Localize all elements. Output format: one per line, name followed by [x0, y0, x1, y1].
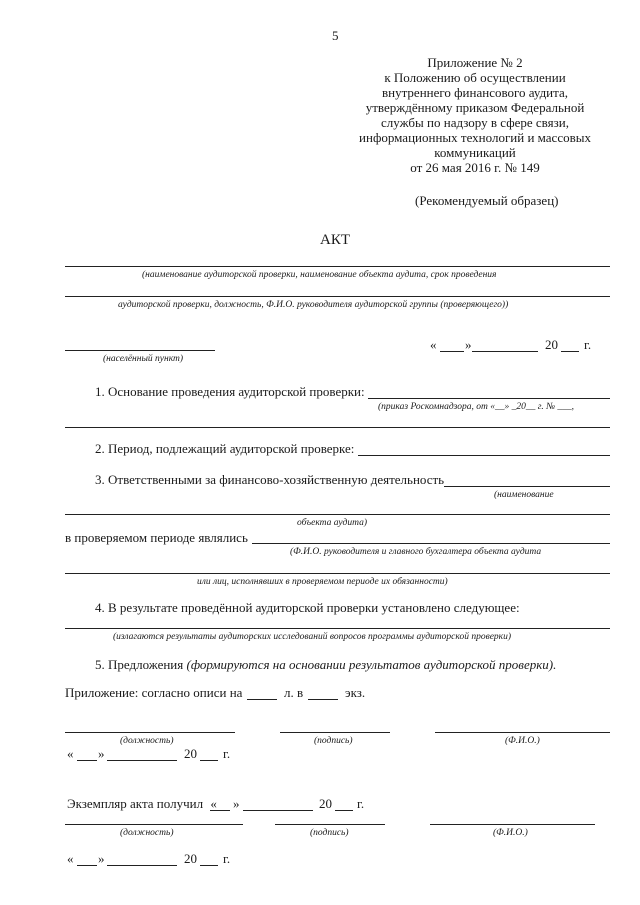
- proposals-label: 5. Предложения: [95, 657, 184, 672]
- basis-label: 1. Основание проведения аудиторской проверки:: [95, 384, 365, 399]
- proposals-note: (формируются на основании результатов аудиторской проверки).: [186, 657, 557, 672]
- attachment-label: Приложение: согласно описи на: [65, 685, 243, 700]
- header-line: к Положению об осуществлении: [384, 70, 566, 85]
- date-quote-open: «: [67, 851, 74, 866]
- responsible-line-2[interactable]: [65, 514, 610, 515]
- date-day-line[interactable]: [440, 351, 464, 352]
- responsible-caption-2: объекта аудита): [297, 518, 367, 528]
- copy-received-label: Экземпляр акта получил: [67, 796, 204, 811]
- appendix-header: [340, 55, 610, 175]
- copy-quote-open: «: [210, 796, 217, 811]
- locality-caption: (населённый пункт): [103, 354, 184, 364]
- period-line[interactable]: [358, 455, 610, 456]
- date-year-line[interactable]: [200, 865, 218, 866]
- recommended-sample: (Рекомендуемый образец): [415, 193, 559, 208]
- date-year-prefix: 20: [184, 746, 197, 761]
- signature-date: [67, 746, 231, 762]
- proposals: [95, 657, 556, 673]
- period-label: 2. Период, подлежащий аудиторской проверке:: [95, 441, 355, 456]
- copy-year-line[interactable]: [335, 810, 353, 811]
- document-title: АКТ: [320, 232, 350, 248]
- date-month-line[interactable]: [107, 760, 177, 761]
- date-year-line[interactable]: [561, 351, 579, 352]
- responsible-line-3[interactable]: [65, 573, 610, 574]
- basis-line[interactable]: [368, 398, 610, 399]
- date-month-line[interactable]: [107, 865, 177, 866]
- copy-day-line[interactable]: [210, 810, 230, 811]
- date-year-suffix: г.: [223, 746, 231, 761]
- date-quote-close: »: [465, 337, 472, 352]
- attachment-sheets: л. в: [284, 685, 304, 700]
- received-date: [67, 851, 231, 867]
- header-line: утверждённому приказом Федеральной: [365, 100, 585, 115]
- header-line: от 26 мая 2016 г. № 149: [410, 160, 540, 175]
- header-line: информационных технологий и массовых: [359, 130, 591, 145]
- responsible-caption-1: (наименование: [494, 490, 554, 500]
- date-year-line[interactable]: [200, 760, 218, 761]
- results-line[interactable]: [65, 628, 610, 629]
- copy-year-suffix: г.: [357, 796, 365, 811]
- fio-line[interactable]: [435, 732, 610, 733]
- act-date: [430, 337, 592, 353]
- in-period-line[interactable]: [252, 543, 610, 544]
- date-day-line[interactable]: [77, 865, 97, 866]
- responsible-caption-4: или лиц, исполнявших в проверяемом периоде их обязанности): [197, 577, 448, 587]
- page-number: 5: [332, 28, 339, 43]
- position-line-2[interactable]: [65, 824, 243, 825]
- date-quote-close: »: [98, 746, 105, 761]
- responsible-line-1[interactable]: [444, 486, 610, 487]
- results-label: 4. В результате проведённой аудиторской проверки установлено следующее:: [95, 600, 520, 615]
- attachment-sheets-line[interactable]: [247, 699, 277, 700]
- date-day-line[interactable]: [77, 760, 97, 761]
- in-period-label: в проверяемом периоде являлись: [65, 530, 248, 545]
- date-quote-open: «: [430, 337, 437, 352]
- position-caption: (должность): [120, 736, 174, 746]
- signature-line-2[interactable]: [275, 824, 385, 825]
- fio-caption-2: (Ф.И.О.): [493, 828, 528, 838]
- basis-caption: (приказ Роскомнадзора, от «__» _20__ г. № ___,: [378, 402, 575, 412]
- header-line: внутреннего финансового аудита,: [381, 85, 568, 100]
- date-year-prefix: 20: [184, 851, 197, 866]
- basis-line-2[interactable]: [65, 427, 610, 428]
- audit-name-caption-2: аудиторской проверки, должность, Ф.И.О. руководителя аудиторской группы (проверяющего)): [118, 300, 509, 310]
- audit-name-line-2[interactable]: [65, 296, 610, 297]
- signature-caption-2: (подпись): [310, 828, 349, 838]
- responsible-caption-3: (Ф.И.О. руководителя и главного бухгалтера объекта аудита: [290, 547, 542, 557]
- header-line: службы по надзору в сфере связи,: [381, 115, 569, 130]
- copy-received: [67, 796, 365, 812]
- date-year-suffix: г.: [223, 851, 231, 866]
- audit-name-caption-1: (наименование аудиторской проверки, наименование объекта аудита, срок проведения: [142, 270, 497, 280]
- copy-month-line[interactable]: [243, 810, 313, 811]
- results-caption: (излагаются результаты аудиторских исследований вопросов программы аудиторской проверки): [113, 632, 512, 642]
- date-year-suffix: г.: [584, 337, 592, 352]
- date-quote-close: »: [98, 851, 105, 866]
- date-month-line[interactable]: [472, 351, 538, 352]
- header-line: Приложение № 2: [427, 55, 523, 70]
- fio-caption: (Ф.И.О.): [505, 736, 540, 746]
- copy-quote-close: »: [233, 796, 240, 811]
- position-caption-2: (должность): [120, 828, 174, 838]
- responsible-label: 3. Ответственными за финансово-хозяйственную деятельность: [95, 472, 445, 487]
- audit-name-line-1[interactable]: [65, 266, 610, 267]
- locality-line[interactable]: [65, 350, 215, 351]
- date-quote-open: «: [67, 746, 74, 761]
- date-year-prefix: 20: [545, 337, 558, 352]
- attachment-copies: экз.: [345, 685, 366, 700]
- attachment-copies-line[interactable]: [308, 699, 338, 700]
- signature-caption: (подпись): [314, 736, 353, 746]
- position-line[interactable]: [65, 732, 235, 733]
- signature-line[interactable]: [280, 732, 390, 733]
- fio-line-2[interactable]: [430, 824, 595, 825]
- copy-year-prefix: 20: [319, 796, 332, 811]
- header-line: коммуникаций: [434, 145, 516, 160]
